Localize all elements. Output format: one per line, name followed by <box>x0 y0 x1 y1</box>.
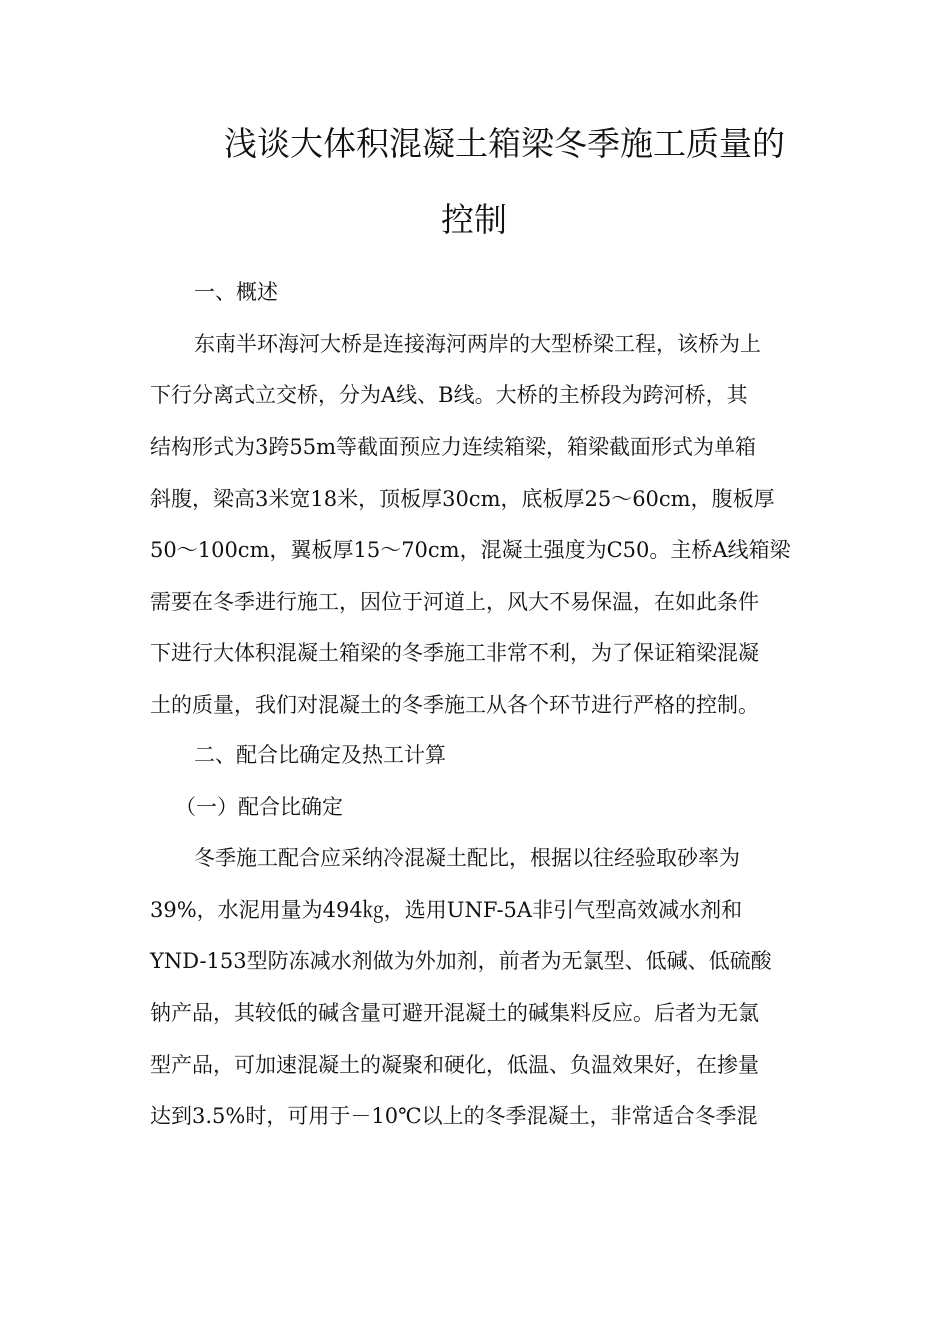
paragraph-line: YND-153型防冻减水剂做为外加剂，前者为无氯型、低碱、低硫酸 <box>150 949 772 973</box>
paragraph-line: 下行分离式立交桥，分为A线、B线。大桥的主桥段为跨河桥，其 <box>150 383 748 407</box>
paragraph-line: 39%，水泥用量为494㎏，选用UNF-5A非引气型高效减水剂和 <box>150 898 743 922</box>
paragraph-line: 冬季施工配合应采纳冷混凝土配比，根据以往经验取砂率为 <box>194 846 740 870</box>
paragraph-line: 型产品，可加速混凝土的凝聚和硬化，低温、负温效果好，在掺量 <box>150 1053 759 1077</box>
paragraph-line: 东南半环海河大桥是连接海河两岸的大型桥梁工程，该桥为上 <box>194 332 761 356</box>
paragraph-line: 需要在冬季进行施工，因位于河道上，风大不易保温，在如此条件 <box>150 590 759 614</box>
document-title-line-2: 控制 <box>441 200 507 239</box>
section-heading-mix-ratio: 二、配合比确定及热工计算 <box>194 743 446 767</box>
paragraph-line: 结构形式为3跨55m等截面预应力连续箱梁，箱梁截面形式为单箱 <box>150 435 756 459</box>
paragraph-line: 达到3.5%时，可用于－10℃以上的冬季混凝土，非常适合冬季混 <box>150 1104 758 1128</box>
paragraph-line: 下进行大体积混凝土箱梁的冬季施工非常不利，为了保证箱梁混凝 <box>150 641 759 665</box>
section-heading-overview: 一、概述 <box>194 280 278 304</box>
paragraph-line: 斜腹，梁高3米宽18米，顶板厚30cm，底板厚25～60cm，腹板厚 <box>150 487 775 511</box>
subsection-heading-mix-ratio: （一）配合比确定 <box>175 795 343 819</box>
paragraph-line: 土的质量，我们对混凝土的冬季施工从各个环节进行严格的控制。 <box>150 693 759 717</box>
document-title-line-1: 浅谈大体积混凝土箱梁冬季施工质量的 <box>224 124 785 163</box>
paragraph-line: 50～100cm，翼板厚15～70cm，混凝土强度为C50。主桥A线箱梁 <box>150 538 791 562</box>
paragraph-line: 钠产品，其较低的碱含量可避开混凝土的碱集料反应。后者为无氯 <box>150 1001 759 1025</box>
